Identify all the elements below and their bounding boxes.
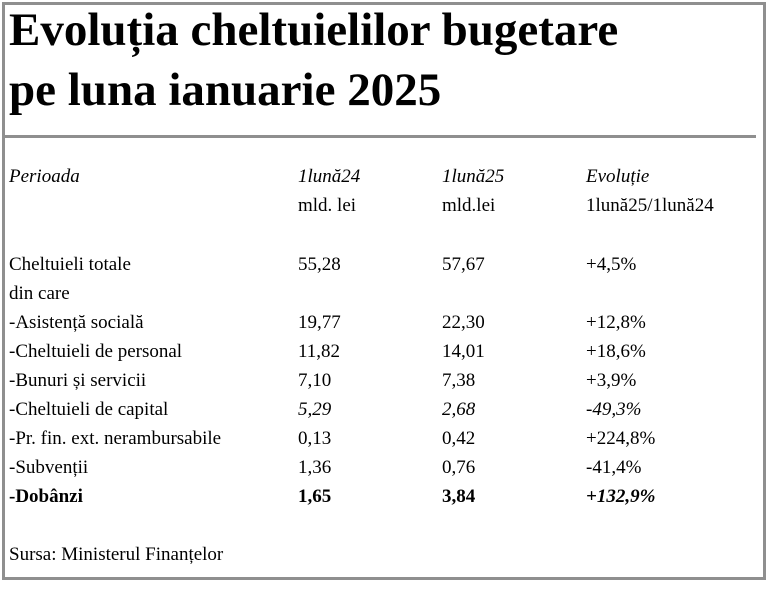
title-divider bbox=[2, 135, 756, 138]
row-label-subsidies: -Subvenții bbox=[9, 457, 89, 478]
row-value-social-2024: 19,77 bbox=[298, 312, 341, 333]
header-col1-period: 1lună24 bbox=[298, 166, 361, 187]
row-label-external-grants: -Pr. fin. ext. nerambursabile bbox=[9, 428, 222, 449]
row-value-personnel-2024: 11,82 bbox=[298, 341, 341, 362]
header-col3-subtitle: 1lună25/1lună24 bbox=[586, 195, 714, 216]
row-label-total: Cheltuieli totale bbox=[9, 254, 131, 275]
row-value-total-2025: 57,67 bbox=[442, 254, 485, 275]
row-value-personnel-2025: 14,01 bbox=[442, 341, 485, 362]
header-col2-unit: mld.lei bbox=[442, 195, 496, 216]
title-line-1: Evoluția cheltuielilor bugetare bbox=[9, 4, 619, 56]
row-value-subsidies-2025: 0,76 bbox=[442, 457, 476, 478]
title-line-2: pe luna ianuarie 2025 bbox=[9, 64, 442, 116]
row-value-total-evolution: +4,5% bbox=[586, 254, 637, 275]
row-value-total-2024: 55,28 bbox=[298, 254, 341, 275]
row-label-personnel: -Cheltuieli de personal bbox=[9, 341, 183, 362]
row-label-social-assistance: -Asistență socială bbox=[9, 312, 144, 333]
header-col2-period: 1lună25 bbox=[442, 166, 505, 187]
row-value-subsidies-evolution: -41,4% bbox=[586, 457, 642, 478]
header-col3-title: Evoluție bbox=[586, 166, 650, 187]
row-value-interest-2024: 1,65 bbox=[298, 486, 332, 507]
row-value-personnel-evolution: +18,6% bbox=[586, 341, 646, 362]
row-value-goods-evolution: +3,9% bbox=[586, 370, 637, 391]
row-value-goods-2024: 7,10 bbox=[298, 370, 332, 391]
row-value-capital-2025: 2,68 bbox=[442, 399, 476, 420]
page-title bbox=[9, 0, 618, 120]
row-value-goods-2025: 7,38 bbox=[442, 370, 476, 391]
row-value-capital-evolution: -49,3% bbox=[586, 399, 642, 420]
header-period: Perioada bbox=[9, 166, 80, 187]
row-label-capital: -Cheltuieli de capital bbox=[9, 399, 169, 420]
row-label-goods-services: -Bunuri și servicii bbox=[9, 370, 147, 391]
row-label-of-which: din care bbox=[9, 283, 70, 304]
row-value-social-2025: 22,30 bbox=[442, 312, 485, 333]
header-col1-unit: mld. lei bbox=[298, 195, 357, 216]
row-value-grants-2024: 0,13 bbox=[298, 428, 332, 449]
row-value-capital-2024: 5,29 bbox=[298, 399, 332, 420]
row-value-interest-evolution: +132,9% bbox=[586, 486, 656, 507]
row-label-interest: -Dobânzi bbox=[9, 486, 83, 507]
source-note: Sursa: Ministerul Finanțelor bbox=[9, 544, 224, 565]
row-value-social-evolution: +12,8% bbox=[586, 312, 646, 333]
row-value-grants-2025: 0,42 bbox=[442, 428, 476, 449]
row-value-subsidies-2024: 1,36 bbox=[298, 457, 332, 478]
row-value-interest-2025: 3,84 bbox=[442, 486, 476, 507]
row-value-grants-evolution: +224,8% bbox=[586, 428, 656, 449]
